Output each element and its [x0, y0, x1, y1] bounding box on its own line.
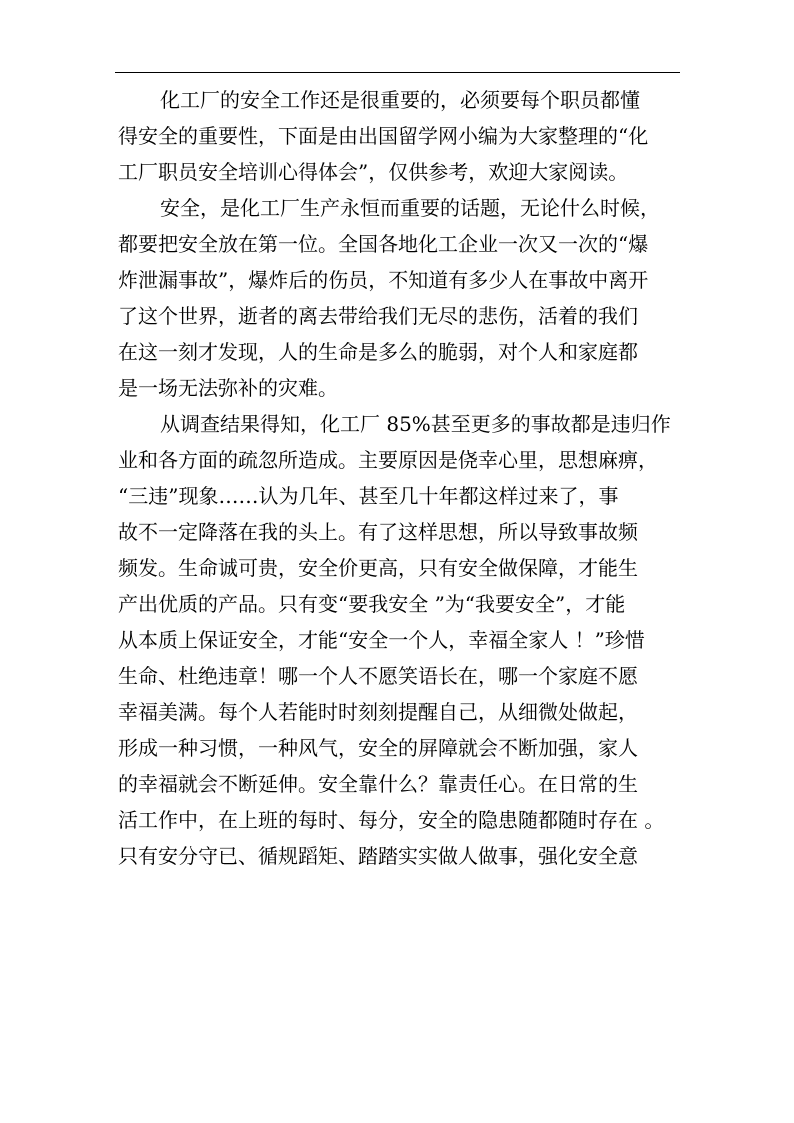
text-line: 安全，是化工厂生产永恒而重要的话题，无论什么时候，	[160, 196, 660, 220]
text-line: 只有安分守已、循规蹈矩、踏踏实实做人做事，强化安全意	[118, 844, 638, 868]
header-rule	[115, 72, 680, 73]
text-line: 故不一定降落在我的头上。有了这样思想，所以导致事故频	[118, 520, 638, 544]
text-line: “三违”现象……认为几年、甚至几十年都这样过来了，事	[118, 484, 619, 508]
document-body	[118, 82, 683, 874]
text-line: 化工厂的安全工作还是很重要的，必须要每个职员都懂	[160, 88, 640, 112]
text-line: 频发。生命诚可贵，安全价更高，只有安全做保障，才能生	[118, 556, 638, 580]
text-line: 的幸福就会不断延伸。安全靠什么？靠责任心。在日常的生	[118, 772, 638, 796]
text-line: 生命、杜绝违章！哪一个人不愿笑语长在，哪一个家庭不愿	[118, 664, 638, 688]
text-line: 在这一刻才发现，人的生命是多么的脆弱，对个人和家庭都	[118, 340, 638, 364]
text-line: 了这个世界，逝者的离去带给我们无尽的悲伤，活着的我们	[118, 304, 638, 328]
text-line: 业和各方面的疏忽所造成。主要原因是侥幸心里，思想麻痹，	[118, 448, 658, 472]
paragraph-intro	[118, 82, 683, 190]
text-line: 产出优质的产品。只有变“要我安全 ”为“我要安全”，才能	[118, 592, 626, 616]
text-line: 得安全的重要性，下面是由出国留学网小编为大家整理的“化	[118, 124, 649, 148]
text-line: 活工作中，在上班的每时、每分，安全的隐患随都随时存在 。	[118, 808, 665, 832]
text-line: 工厂职员安全培训心得体会”，仅供参考，欢迎大家阅读。	[118, 160, 629, 184]
text-line: 从调查结果得知，化工厂 85%甚至更多的事故都是违归作	[160, 412, 671, 436]
text-line: 形成一种习惯，一种风气，安全的屏障就会不断加强，家人	[118, 736, 638, 760]
text-line: 炸泄漏事故”，爆炸后的伤员，不知道有多少人在事故中离开	[118, 268, 649, 292]
paragraph-investigation	[118, 406, 683, 874]
text-line: 都要把安全放在第一位。全国各地化工企业一次又一次的“爆	[118, 232, 649, 256]
text-line: 是一场无法弥补的灾难。	[118, 376, 338, 400]
text-line: 幸福美满。每个人若能时时刻刻提醒自己，从细微处做起，	[118, 700, 638, 724]
paragraph-safety-topic	[118, 190, 683, 406]
text-line: 从本质上保证安全，才能“安全一个人，幸福全家人 ！”珍惜	[118, 628, 645, 652]
